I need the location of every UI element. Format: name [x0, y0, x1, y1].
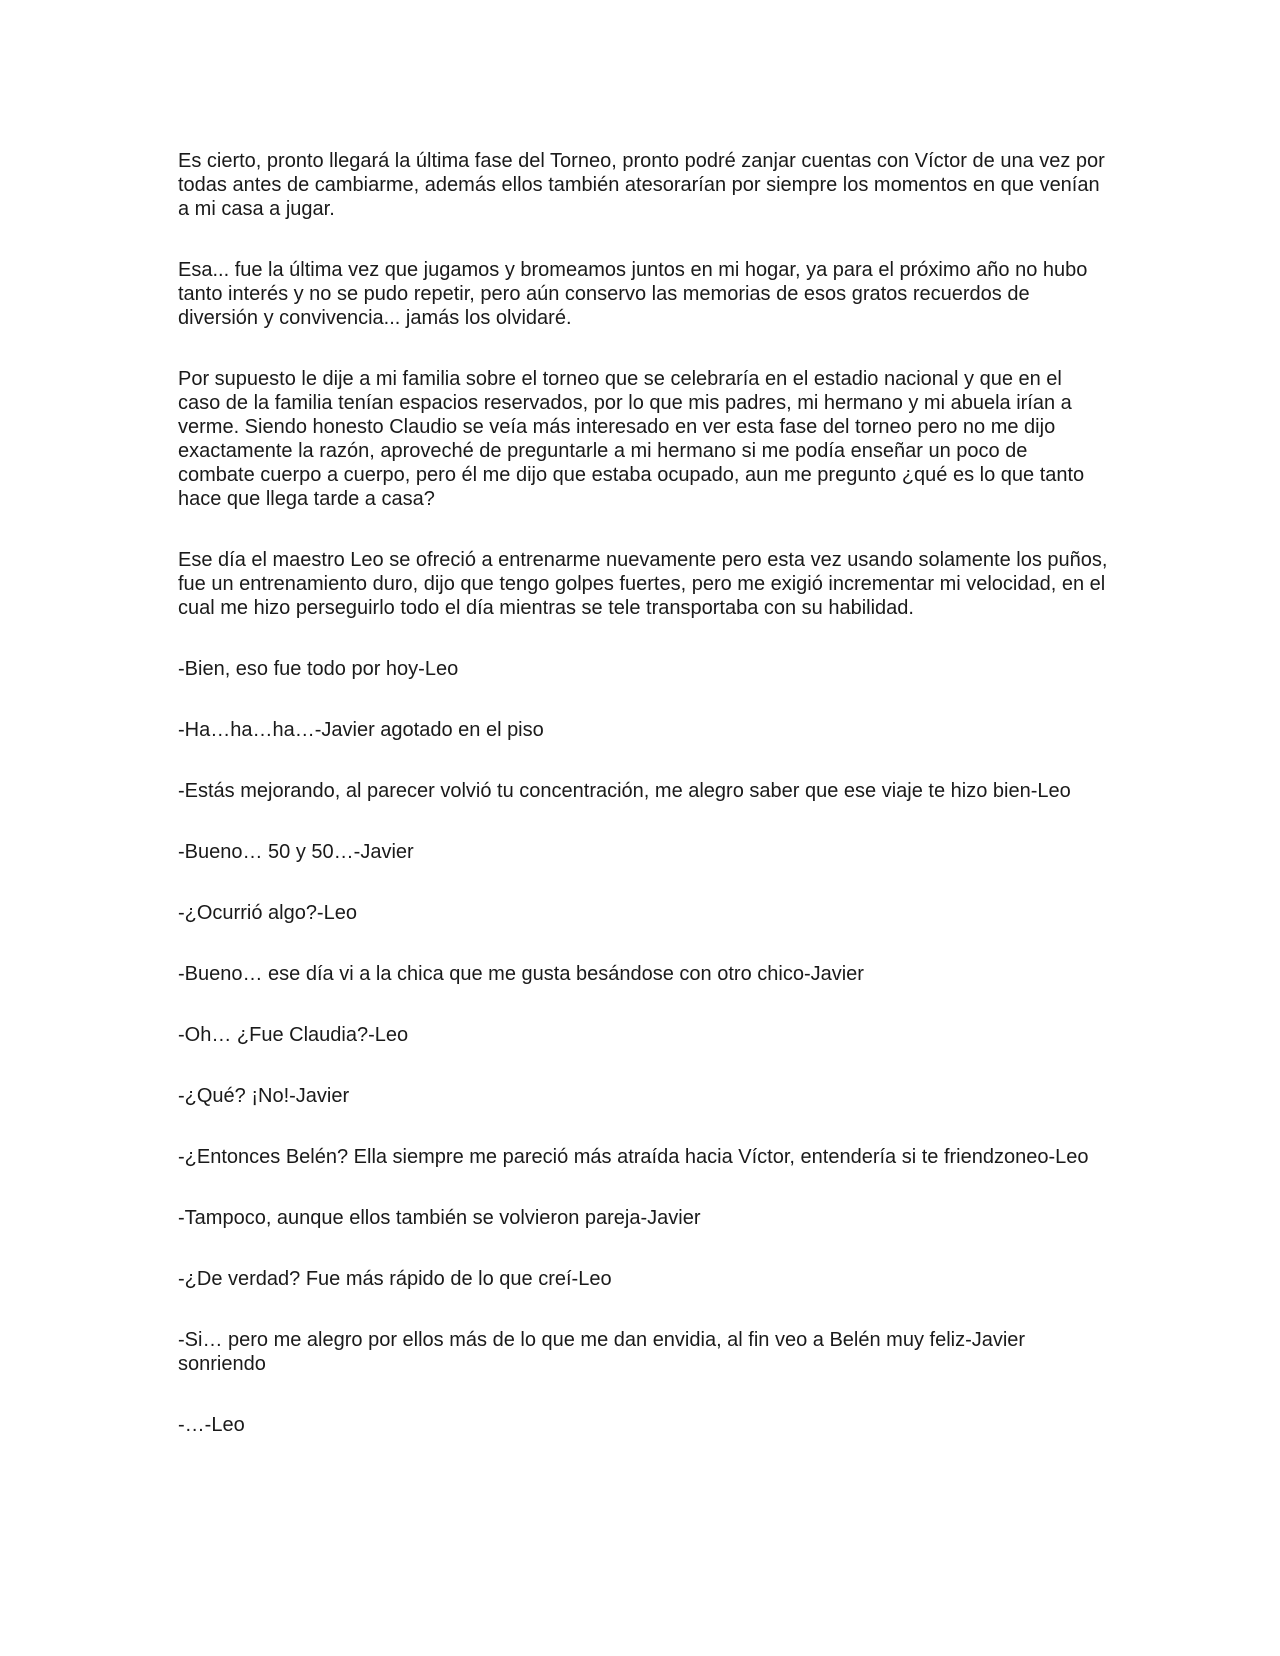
paragraph-4: Ese día el maestro Leo se ofreció a entrenarme nuevamente pero esta vez usando solamente los puños, fue un entrenamiento duro, dijo que tengo golpes fuertes, pero me exigió incrementar mi velocidad, en el cual me hizo perseguirlo todo el día mientras se tele transportaba con su habilidad. [178, 549, 1108, 619]
paragraph-1: Es cierto, pronto llegará la última fase del Torneo, pronto podré zanjar cuentas con Víctor de una vez por todas antes de cambiarme, además ellos también atesorarían por siempre los momentos en que venían a mi casa a jugar. [178, 150, 1105, 220]
dialogue-line-7: -Oh… ¿Fue Claudia?-Leo [178, 1024, 409, 1046]
dialogue-line-10: -Tampoco, aunque ellos también se volvieron pareja-Javier [178, 1207, 701, 1229]
dialogue-line-6: -Bueno… ese día vi a la chica que me gusta besándose con otro chico-Javier [178, 963, 864, 985]
paragraph-3: Por supuesto le dije a mi familia sobre el torneo que se celebraría en el estadio nacional y que en el caso de la familia tenían espacios reservados, por lo que mis padres, mi hermano y mi abuela irían a verme. Siendo honesto Claudio se veía más interesado en ver esta fase del torneo pero no me dijo exactamente la razón, aproveché de preguntarle a mi hermano si me podía enseñar un poco de combate cuerpo a cuerpo, pero él me dijo que estaba ocupado, aun me pregunto ¿qué es lo que tanto hace que llega tarde a casa? [178, 368, 1085, 510]
dialogue-line-12: -Si… pero me alegro por ellos más de lo que me dan envidia, al fin veo a Belén muy feliz-Javier sonriendo [178, 1329, 1026, 1375]
dialogue-line-4: -Bueno… 50 y 50…-Javier [178, 841, 414, 863]
dialogue-line-3: -Estás mejorando, al parecer volvió tu concentración, me alegro saber que ese viaje te hizo bien-Leo [178, 780, 1071, 802]
paragraph-2: Esa... fue la última vez que jugamos y bromeamos juntos en mi hogar, ya para el próximo año no hubo tanto interés y no se pudo repetir, pero aún conservo las memorias de esos gratos recuerdos de diversión y convivencia... jamás los olvidaré. [178, 259, 1088, 329]
dialogue-line-1: -Bien, eso fue todo por hoy-Leo [178, 658, 459, 680]
dialogue-line-5: -¿Ocurrió algo?-Leo [178, 902, 357, 924]
document-body [178, 149, 1108, 1474]
dialogue-line-9: -¿Entonces Belén? Ella siempre me pareció más atraída hacia Víctor, entendería si te friendzoneo-Leo [178, 1146, 1089, 1168]
dialogue-line-13: -…-Leo [178, 1414, 245, 1436]
dialogue-line-2: -Ha…ha…ha…-Javier agotado en el piso [178, 719, 544, 741]
dialogue-line-8: -¿Qué? ¡No!-Javier [178, 1085, 350, 1107]
dialogue-line-11: -¿De verdad? Fue más rápido de lo que creí-Leo [178, 1268, 612, 1290]
